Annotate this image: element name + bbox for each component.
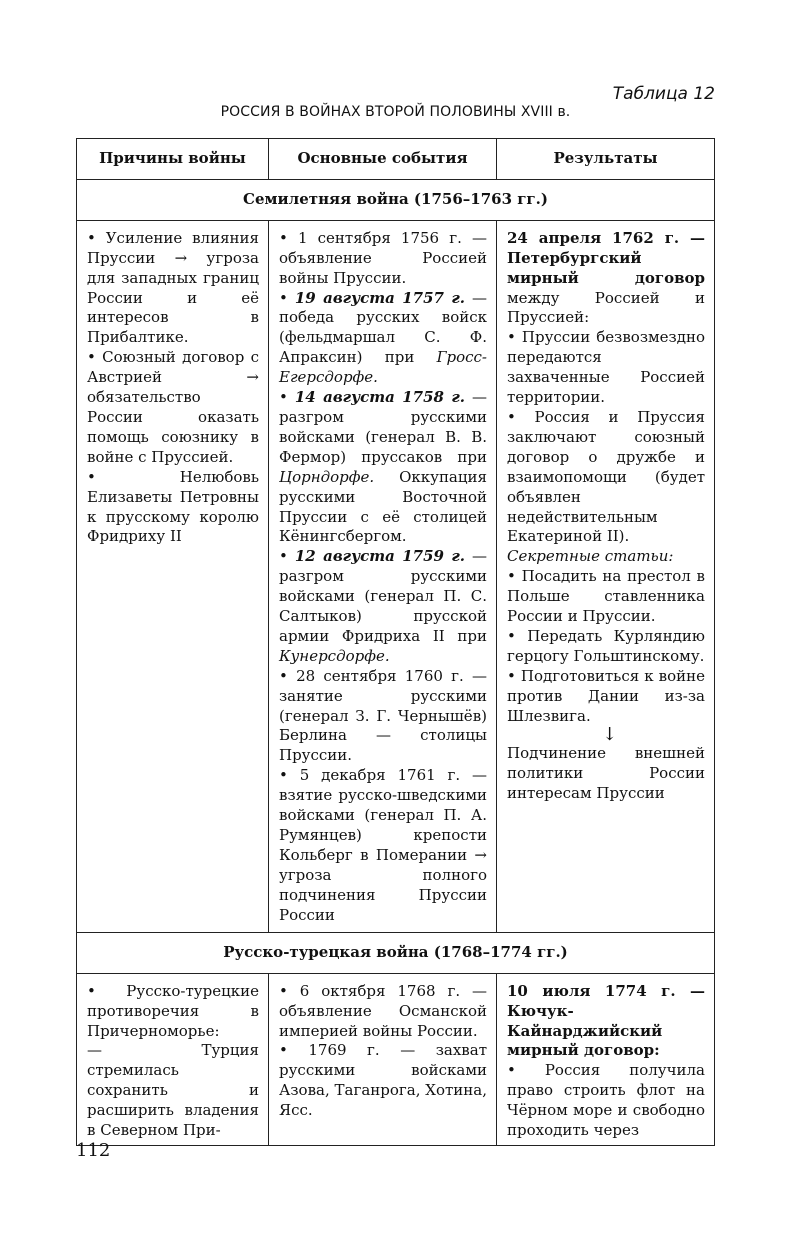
event-date: 19 августа 1757 г. [294,288,466,307]
list-item: • 1 сентября 1756 г. — объявление Россией войны Пруссии. [279,228,487,287]
causes-cell [77,973,269,1145]
table-row [77,973,715,1145]
list-item: • Русско-турецкие противоречия в Причерноморье: [87,981,259,1040]
causes-cell [77,220,269,932]
list-item: • Передать Курляндию герцогу Гольштинскому. [507,626,705,665]
event-place: Кунерсдорфе. [279,646,390,665]
arrow-down-icon: ↓ [602,724,618,746]
list-item: • 5 декабря 1761 г. — взятие русско-шведскими войсками (генерал П. А. Румянцев) крепости Кольберг в Померании → угроза полного подчинения Пруссии России [279,766,487,924]
page-number: 112 [76,1140,111,1161]
events-cell [269,973,497,1145]
wars-table [76,138,715,1146]
table-title: РОССИЯ В ВОЙНАХ ВТОРОЙ ПОЛОВИНЫ XVIII в. [220,104,571,120]
list-item: • Союзный договор с Австрией → обязательство России оказать помощь союзнику в войне с Пруссией. [87,348,259,466]
list-item: • Посадить на престол в Польше ставленника России и Пруссии. [507,567,705,626]
events-cell [269,220,497,932]
list-item: • 19 августа 1757 г. — победа русских войск (фельдмаршал С. Ф. Апраксин) при Гросс-Егерсдорфе. [279,288,487,387]
secret-articles-heading: Секретные статьи: [507,547,674,566]
section-title-russo-turkish-war: Русско-турецкая война (1768–1774 гг.) [77,932,715,973]
treaty-title: 24 апреля 1762 г. — Петербургский мирный договор [507,228,705,287]
header-causes: Причины войны [77,139,269,180]
header-row [77,139,715,180]
list-item: • 6 октября 1768 г. — объявление Османской империей войны России. [279,981,487,1040]
list-item: • Усиление влияния Пруссии → угроза для западных границ России и её интересов в Прибалтике. [87,228,259,347]
conclusion-text: Подчинение внешней политики России интересам Пруссии [507,744,705,803]
list-item: • Нелюбовь Елизаветы Петровны к прусскому королю Фридриху II [87,467,259,546]
event-place: Цорндорфе. [279,467,375,486]
list-item: • 28 сентября 1760 г. — занятие русскими (генерал З. Г. Чернышёв) Берлина — столицы Пруссии. [279,666,487,765]
event-date: 14 августа 1758 г. [294,388,466,407]
section-title-seven-years-war: Семилетняя война (1756–1763 гг.) [77,179,715,220]
list-item: — Турция стремилась сохранить и расширить владения в Северном При- [87,1041,259,1140]
list-item: • Россия получила право строить флот на Чёрном море и свободно проходить через [507,1061,705,1140]
header-results: Результаты [497,139,715,180]
event-date: 12 августа 1759 г. [294,547,466,566]
list-item: 24 апреля 1762 г. — Петербургский мирный договор между Россией и Пруссией: [507,228,705,327]
list-item: • 12 августа 1759 г. — разгром русскими войсками (генерал П. С. Салтыков) прусской армии Фридриха II при Кунерсдорфе. [279,547,487,665]
section-row-seven-years-war [77,179,715,220]
list-item: • Пруссии безвозмездно передаются захваченные Россией территории. [507,328,705,407]
results-cell [497,220,715,932]
table-label: Таблица 12 [612,84,715,104]
header-events: Основные события [269,139,497,180]
treaty-title: 10 июля 1774 г. — Кючук-Кайнарджийский мирный договор: [507,981,705,1060]
table-row [77,220,715,932]
list-item: • Подготовиться к войне против Дании из-за Шлезвига. [507,666,705,725]
list-item: • 14 августа 1758 г. — разгром русскими войсками (генерал В. В. Фермор) пруссаков при Цорндорфе. Оккупация русскими Восточной Пруссии с её столицей Кёнингсбергом. [279,388,487,546]
event-place: Гросс-Егерсдорфе. [279,348,487,387]
section-row-russo-turkish-war [77,932,715,973]
list-item: • Россия и Пруссия заключают союзный договор о дружбе и взаимопомощи (будет объявлен недействительным Екатериной II). [507,407,705,546]
results-cell [497,973,715,1145]
list-item: • 1769 г. — захват русскими войсками Азова, Таганрога, Хотина, Ясс. [279,1041,487,1120]
